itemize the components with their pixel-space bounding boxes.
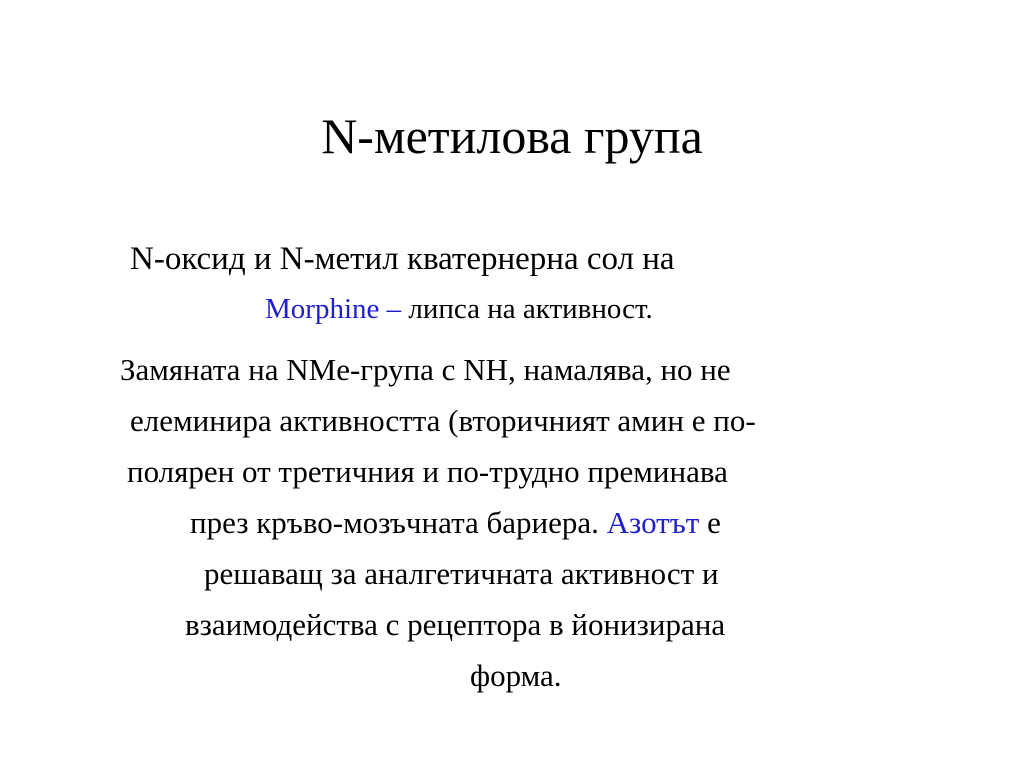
nitrogen-highlight: Азотът <box>606 505 700 540</box>
paragraph-1-line-1: N-оксид и N-метил кватернерна сол на <box>130 241 675 277</box>
paragraph-2-line-5: решаващ за аналгетичната активност и <box>204 556 719 591</box>
paragraph-2-line-1: Замяната на NMe-група с NH, намалява, но не <box>120 352 731 387</box>
paragraph-2-line-4-post: е <box>699 505 721 540</box>
paragraph-2-line-4-pre: през кръво-мозъчната бариера. <box>190 505 607 540</box>
morphine-highlight: Morphine – <box>265 293 402 325</box>
paragraph-1-line-2-text: липса на активност. <box>401 293 653 325</box>
paragraph-2-line-7: форма. <box>470 658 562 693</box>
paragraph-2-line-6: взаимодейства с рецептора в йонизирана <box>185 607 726 642</box>
paragraph-1-line-2 <box>265 287 653 331</box>
slide-title: N-метилова група <box>321 108 703 164</box>
paragraph-2-line-4 <box>190 497 721 548</box>
paragraph-2-line-2: елеминира активността (вторичният амин е по- <box>130 403 756 438</box>
paragraph-2-line-3: полярен от третичния и по-трудно преминава <box>127 454 728 489</box>
